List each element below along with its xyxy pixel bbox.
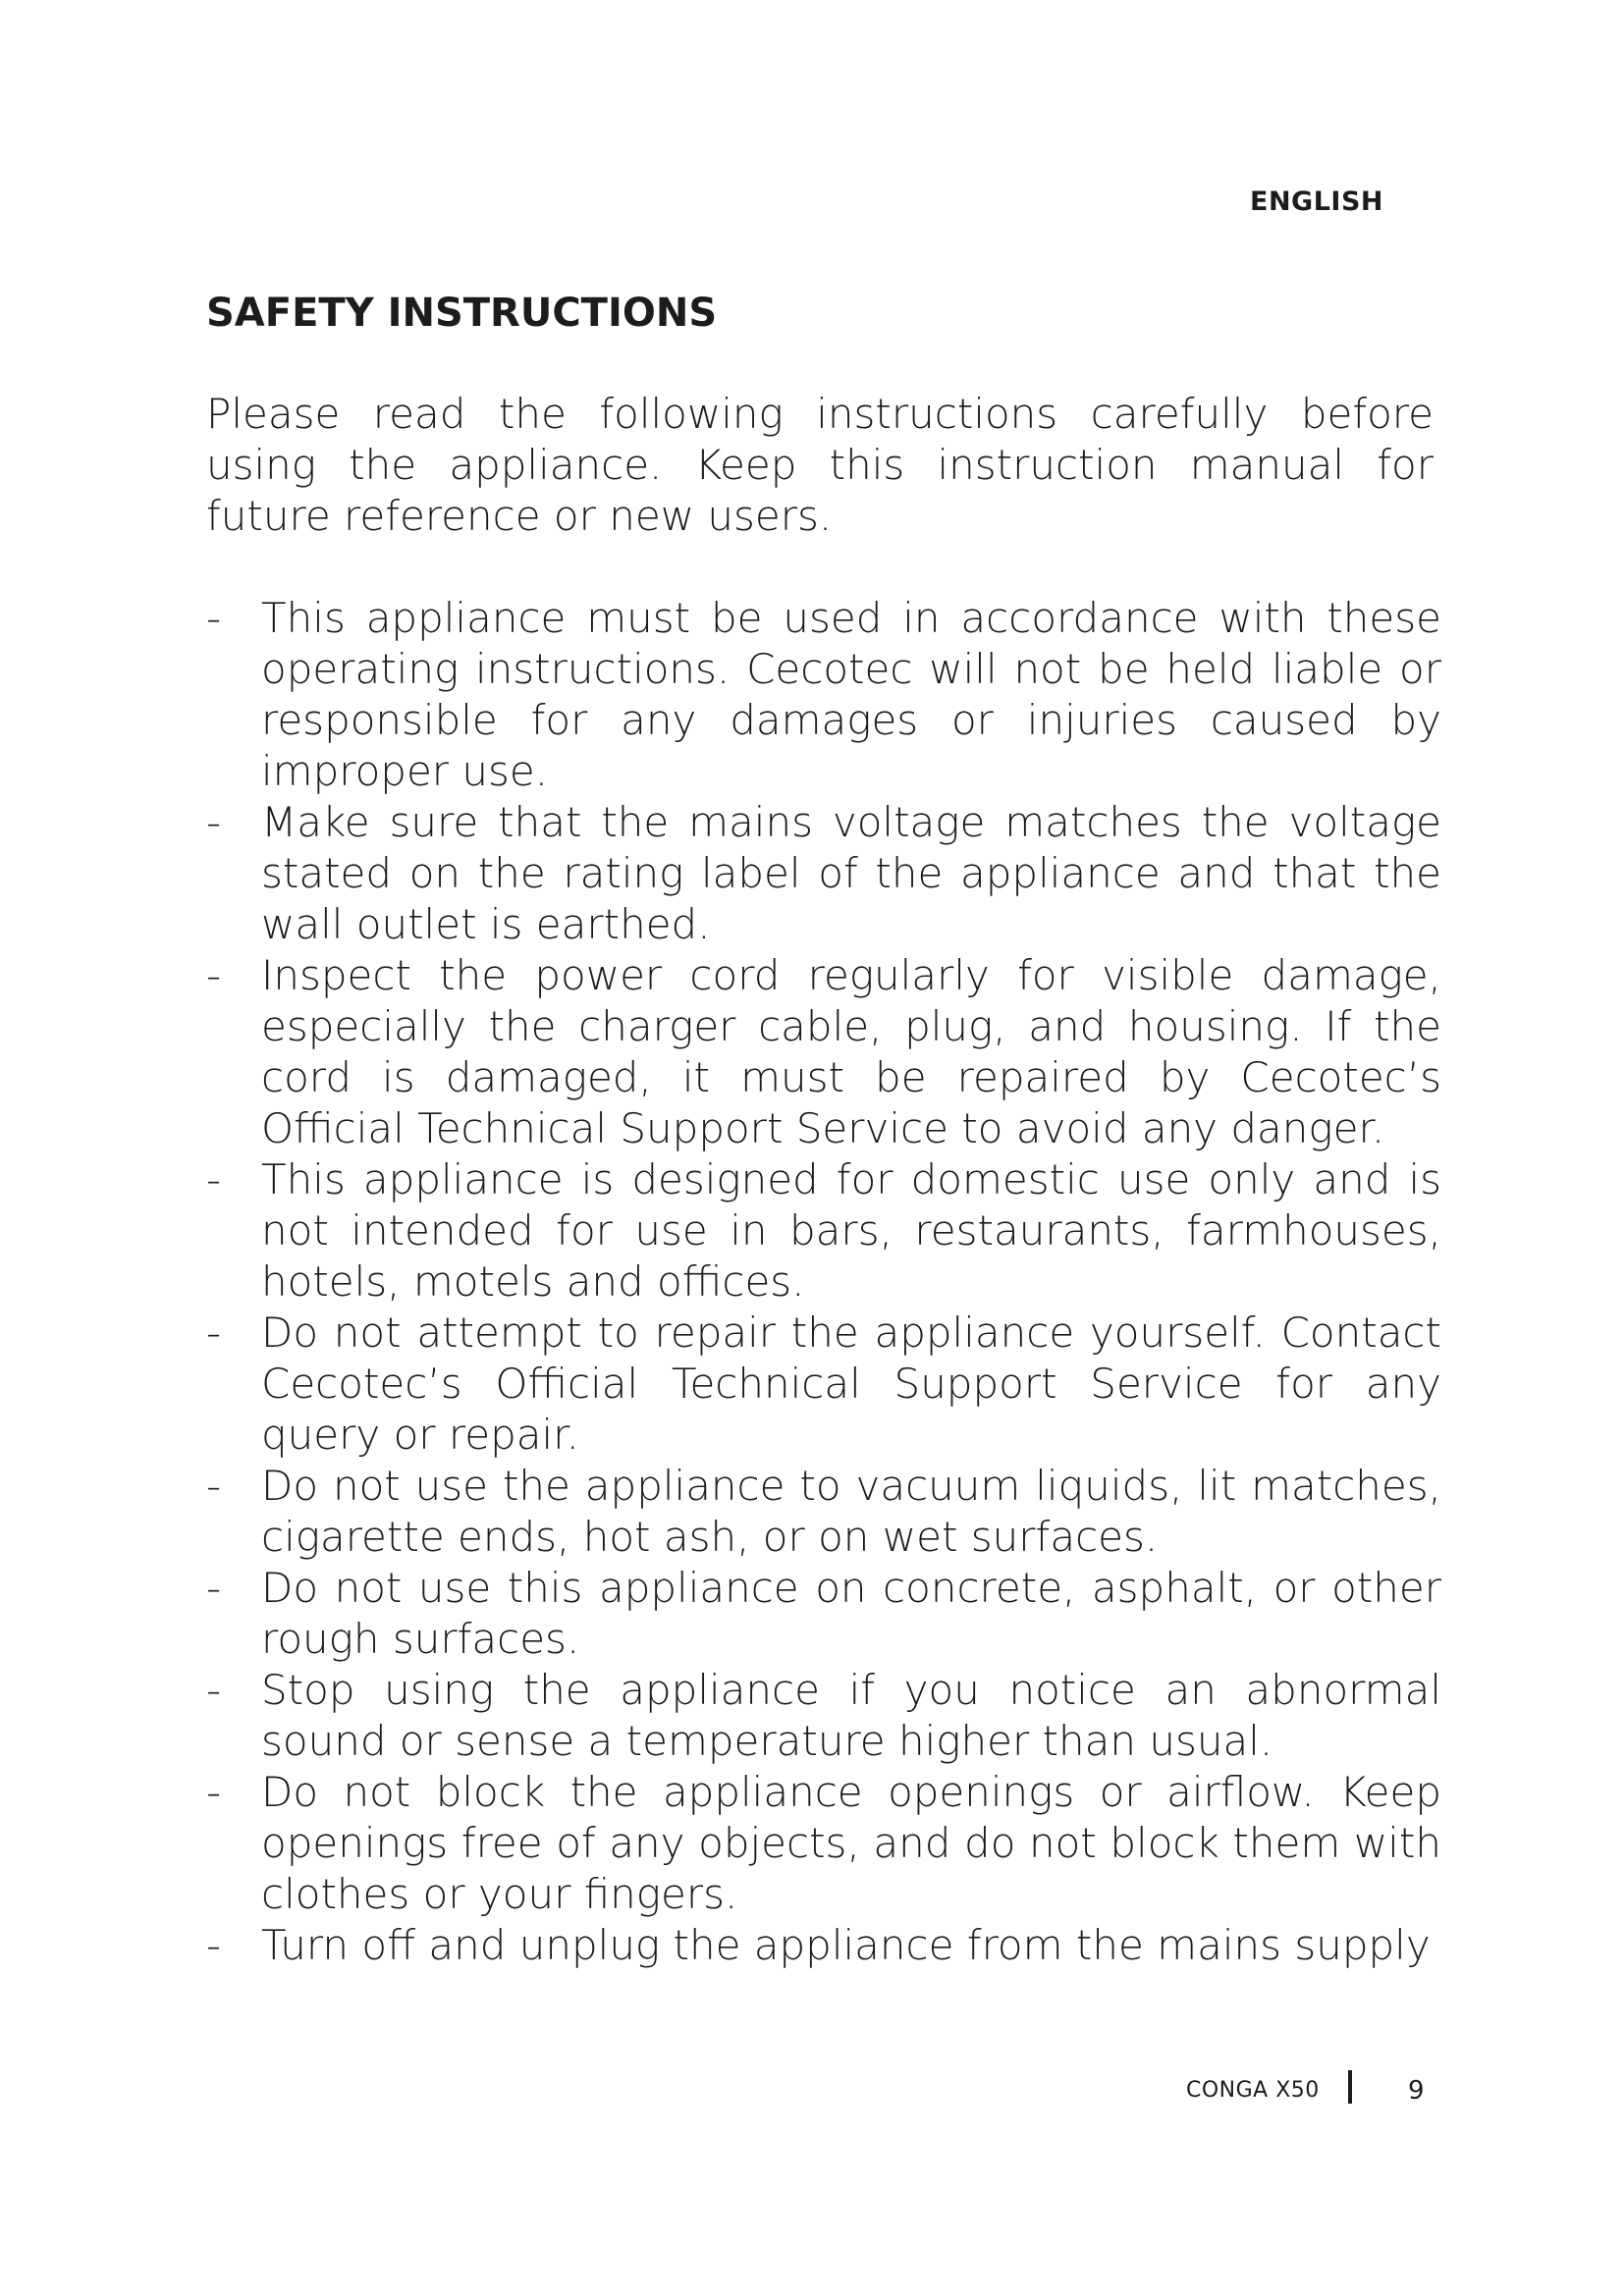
list-item <box>206 1154 1441 1308</box>
page-number: 9 <box>1408 2076 1425 2106</box>
intro-paragraph: Please read the following instructions carefully before using the appliance. Keep this instruction manual for future reference or new users. <box>206 390 1434 540</box>
list-item-text: Stop using the appliance if you notice an abnormal sound or sense a temperature higher than usual. <box>261 1666 1441 1765</box>
list-item-text: Do not attempt to repair the appliance yourself. Contact Cecotec’s Official Technical Support Service for any query or repair. <box>261 1308 1441 1459</box>
list-item <box>206 1461 1441 1563</box>
bullet-dash: - <box>206 1564 222 1612</box>
list-item-text: Turn off and unplug the appliance from the mains supply <box>261 1921 1431 1969</box>
bullet-dash: - <box>206 1666 222 1714</box>
bullet-dash: - <box>206 1462 222 1510</box>
bullet-dash: - <box>206 594 222 642</box>
list-item-text: Do not block the appliance openings or airflow. Keep openings free of any objects, and do not block them with clothes or your fingers. <box>261 1768 1441 1918</box>
list-item-text: Do not use the appliance to vacuum liquids, lit matches, cigarette ends, hot ash, or on wet surfaces. <box>261 1462 1441 1561</box>
list-item <box>206 1767 1441 1920</box>
model-name: CONGA X50 <box>1186 2078 1320 2103</box>
language-label: ENGLISH <box>1250 187 1383 217</box>
list-item <box>206 797 1441 950</box>
list-item <box>206 1563 1441 1665</box>
bullet-dash: - <box>206 1768 222 1816</box>
bullet-dash: - <box>206 951 222 999</box>
list-item <box>206 1920 1441 1971</box>
footer-separator <box>1348 2070 1352 2104</box>
list-item-text: This appliance must be used in accordance with these operating instructions. Cecotec will not be held liable or responsible for any damages or injuries caused by improper use. <box>261 594 1441 795</box>
list-item <box>206 1308 1441 1461</box>
list-item-text: This appliance is designed for domestic use only and is not intended for use in bars, restaurants, farmhouses, hotels, motels and offices. <box>261 1155 1441 1306</box>
list-item <box>206 950 1441 1154</box>
section-title: SAFETY INSTRUCTIONS <box>206 291 718 336</box>
page-footer <box>1178 2066 1434 2115</box>
bullet-dash: - <box>206 1308 222 1357</box>
list-item-text: Make sure that the mains voltage matches the voltage stated on the rating label of the appliance and that the wall outlet is earthed. <box>261 798 1441 948</box>
bullet-dash: - <box>206 1921 222 1969</box>
bullet-dash: - <box>206 1155 222 1203</box>
list-item-text: Inspect the power cord regularly for visible damage, especially the charger cable, plug, and housing. If the cord is damaged, it must be repaired by Cecotec’s Official Technical Support Service to avoid any danger. <box>261 951 1441 1152</box>
safety-instructions-list <box>206 593 1441 1971</box>
list-item <box>206 1665 1441 1767</box>
bullet-dash: - <box>206 798 222 846</box>
list-item-text: Do not use this appliance on concrete, asphalt, or other rough surfaces. <box>261 1564 1441 1663</box>
list-item <box>206 593 1441 797</box>
